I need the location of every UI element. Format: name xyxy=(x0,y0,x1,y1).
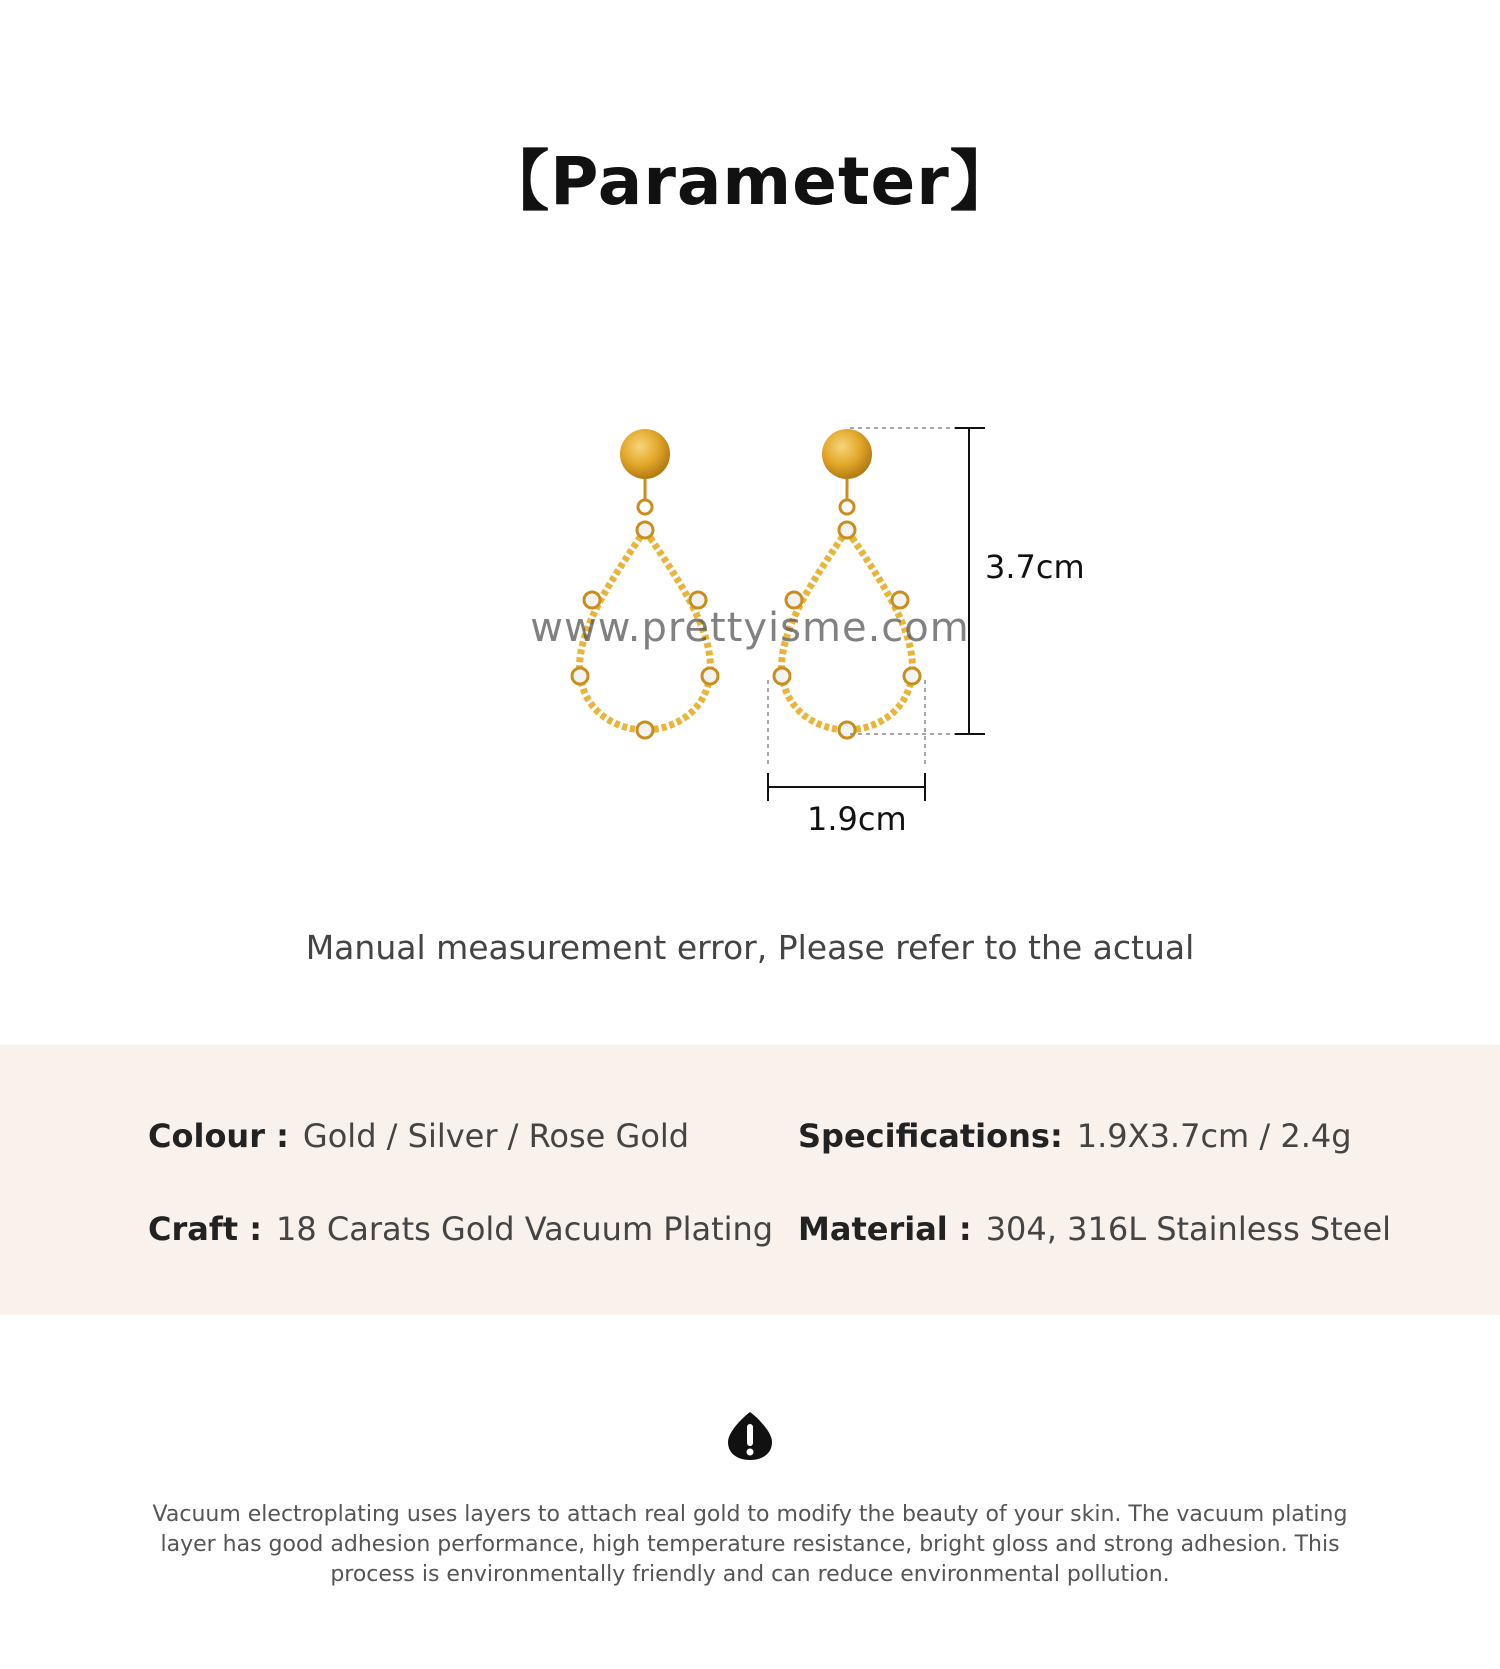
spec-colour xyxy=(148,1117,689,1155)
spec-specifications-value: 1.9X3.7cm / 2.4g xyxy=(1076,1117,1352,1155)
measurement-note: Manual measurement error, Please refer to the actual xyxy=(305,928,1195,967)
spec-specifications xyxy=(798,1117,1352,1155)
exclamation-icon xyxy=(726,1410,774,1462)
spec-colour-value: Gold / Silver / Rose Gold xyxy=(302,1117,690,1155)
spec-material-label: Material : xyxy=(798,1210,972,1248)
spec-colour-label: Colour : xyxy=(148,1117,289,1155)
spec-craft xyxy=(148,1210,773,1248)
page-title: 【Parameter】 xyxy=(483,143,1017,220)
height-dimension-label: 3.7cm xyxy=(985,548,1085,586)
width-dimension-label: 1.9cm xyxy=(807,800,907,838)
earring-left xyxy=(572,429,718,738)
plating-description: Vacuum electroplating uses layers to attach real gold to modify the beauty of your skin. The vacuum plating layer has good adhesion performance, high temperature resistance, bright gloss and strong adhesion. This process is environmentally friendly and can reduce environmental pollution. xyxy=(152,1502,1348,1587)
spec-material-value: 304, 316L Stainless Steel xyxy=(985,1210,1392,1248)
spec-material xyxy=(798,1210,1391,1248)
earring-right xyxy=(774,429,920,738)
spec-specifications-label: Specifications: xyxy=(798,1117,1063,1155)
spec-craft-label: Craft : xyxy=(148,1210,263,1248)
spec-craft-value: 18 Carats Gold Vacuum Plating xyxy=(276,1210,774,1248)
watermark: www.prettyisme.com xyxy=(530,605,970,651)
spec-panel xyxy=(0,1045,1500,1315)
